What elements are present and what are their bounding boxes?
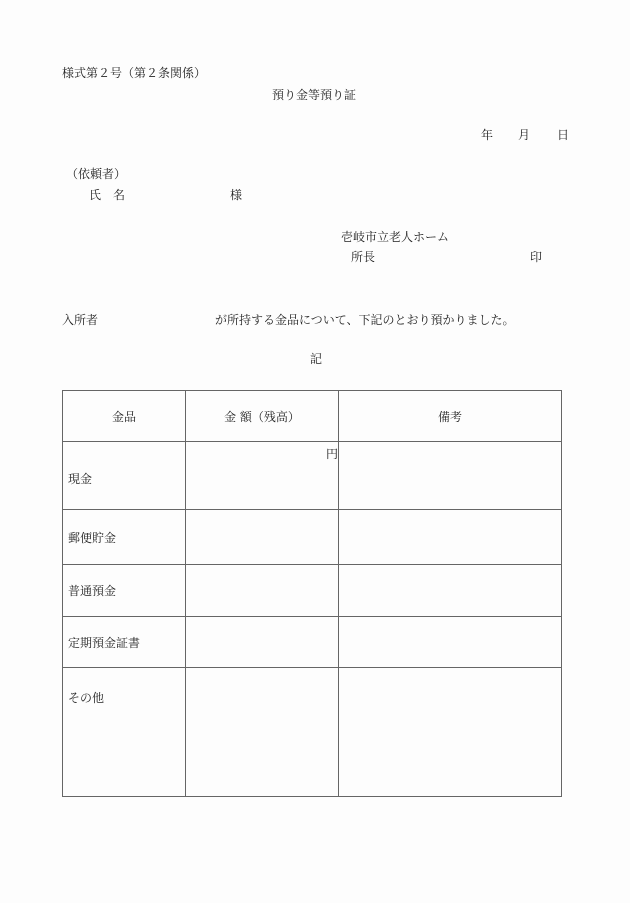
date-day-label: 日 [557, 128, 570, 142]
item-cell: 現金 [63, 442, 186, 510]
amount-cell[interactable] [186, 510, 339, 565]
ki-mark: 記 [310, 352, 323, 366]
form-number: 様式第２号（第２条関係） [62, 66, 207, 80]
amount-cell[interactable] [186, 442, 339, 510]
director-label: 所長 [351, 250, 376, 264]
amount-cell[interactable] [186, 668, 339, 797]
item-cell: 普通預金 [63, 565, 186, 617]
requester-honorific: 様 [230, 188, 243, 202]
amount-cell[interactable] [186, 565, 339, 617]
deposit-table [62, 390, 562, 797]
amount-cell[interactable] [186, 617, 339, 668]
table-row [63, 442, 562, 510]
remarks-cell[interactable] [339, 510, 562, 565]
header-amount: 金 額（残高） [186, 391, 339, 442]
requester-name-label: 氏名 [89, 188, 138, 202]
table-row [63, 617, 562, 668]
remarks-cell[interactable] [339, 565, 562, 617]
resident-label: 入所者 [62, 313, 99, 327]
header-item: 金品 [63, 391, 186, 442]
remarks-cell[interactable] [339, 442, 562, 510]
seal-mark: 印 [530, 250, 543, 264]
deposit-statement: が所持する金品について、下記のとおり預かりました。 [215, 313, 515, 327]
date-year-label: 年 [481, 128, 494, 142]
table-row [63, 668, 562, 797]
remarks-cell[interactable] [339, 668, 562, 797]
document-title: 預り金等預り証 [272, 88, 357, 102]
requester-section-label: （依頼者） [66, 167, 127, 181]
facility-name: 壱岐市立老人ホーム [341, 230, 450, 244]
item-cell: 郵便貯金 [63, 510, 186, 565]
table-header-row [63, 391, 562, 442]
yen-unit: 円 [325, 447, 338, 461]
header-remarks: 備考 [339, 391, 562, 442]
item-cell: その他 [63, 668, 186, 797]
date-month-label: 月 [518, 128, 531, 142]
table-row [63, 565, 562, 617]
remarks-cell[interactable] [339, 617, 562, 668]
table-row [63, 510, 562, 565]
item-cell: 定期預金証書 [63, 617, 186, 668]
